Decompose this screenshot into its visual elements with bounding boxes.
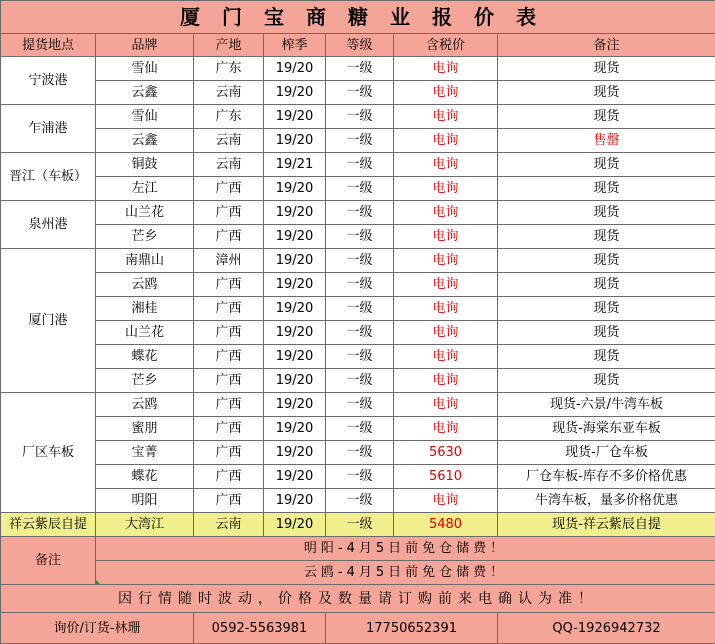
- table-row: [1, 225, 715, 249]
- table-row: [1, 513, 715, 537]
- table-row: [1, 417, 715, 441]
- table-row: [1, 129, 715, 153]
- note-cell: 现货: [498, 57, 715, 81]
- note-cell: 现货: [498, 249, 715, 273]
- note-cell: 现货: [498, 321, 715, 345]
- note-cell: 现货: [498, 297, 715, 321]
- grade-cell: 一级: [326, 417, 394, 441]
- disclaimer-row: [1, 585, 715, 613]
- price-cell: 电询: [394, 105, 498, 129]
- header-grade: 等级: [326, 34, 394, 57]
- contact-row: [1, 613, 715, 644]
- note-cell: 现货-祥云紫辰自提: [498, 513, 715, 537]
- grade-cell: 一级: [326, 465, 394, 489]
- grade-cell: 一级: [326, 345, 394, 369]
- brand-cell: 大湾江: [96, 513, 194, 537]
- grade-cell: 一级: [326, 225, 394, 249]
- grade-cell: 一级: [326, 321, 394, 345]
- grade-cell: 一级: [326, 297, 394, 321]
- price-cell: 5610: [394, 465, 498, 489]
- cell-comment-marker-icon: [96, 579, 101, 584]
- price-cell: 电询: [394, 225, 498, 249]
- table-row: [1, 105, 715, 129]
- location-cell: 泉州港: [1, 201, 96, 249]
- brand-cell: 芒乡: [96, 225, 194, 249]
- brand-cell: 明阳: [96, 489, 194, 513]
- table-row: [1, 177, 715, 201]
- season-cell: 19/20: [264, 273, 326, 297]
- origin-cell: 广西: [194, 297, 264, 321]
- brand-cell: 南鼎山: [96, 249, 194, 273]
- season-cell: 19/20: [264, 513, 326, 537]
- grade-cell: 一级: [326, 441, 394, 465]
- origin-cell: 广西: [194, 417, 264, 441]
- price-cell: 电询: [394, 201, 498, 225]
- brand-cell: 左江: [96, 177, 194, 201]
- page-title: 厦门宝商糖业报价表: [1, 1, 715, 34]
- price-cell: 电询: [394, 177, 498, 201]
- brand-cell: 宝菁: [96, 441, 194, 465]
- header-origin: 产地: [194, 34, 264, 57]
- origin-cell: 云南: [194, 81, 264, 105]
- location-cell: 厂区车板: [1, 393, 96, 513]
- price-cell: 电询: [394, 321, 498, 345]
- table-row: [1, 153, 715, 177]
- location-cell: 祥云紫辰自提: [1, 513, 96, 537]
- table-row: [1, 201, 715, 225]
- season-cell: 19/20: [264, 297, 326, 321]
- note-cell: 现货-海棠东亚车板: [498, 417, 715, 441]
- season-cell: 19/20: [264, 417, 326, 441]
- origin-cell: 广西: [194, 345, 264, 369]
- price-cell: 电询: [394, 57, 498, 81]
- season-cell: 19/20: [264, 129, 326, 153]
- origin-cell: 云南: [194, 513, 264, 537]
- price-cell: 电询: [394, 81, 498, 105]
- table-row: [1, 321, 715, 345]
- origin-cell: 广西: [194, 273, 264, 297]
- note-cell: 牛湾车板，量多价格优惠: [498, 489, 715, 513]
- grade-cell: 一级: [326, 177, 394, 201]
- note-cell: 现货: [498, 225, 715, 249]
- table-row: [1, 369, 715, 393]
- brand-cell: 山兰花: [96, 201, 194, 225]
- price-cell: 电询: [394, 129, 498, 153]
- origin-cell: 广西: [194, 201, 264, 225]
- table-row: [1, 273, 715, 297]
- season-cell: 19/20: [264, 201, 326, 225]
- location-cell: 晋江（车板）: [1, 153, 96, 201]
- note-line: [96, 561, 715, 585]
- grade-cell: 一级: [326, 393, 394, 417]
- origin-cell: 广东: [194, 57, 264, 81]
- brand-cell: 雪仙: [96, 105, 194, 129]
- origin-cell: 广东: [194, 105, 264, 129]
- table-row: [1, 345, 715, 369]
- origin-cell: 广西: [194, 321, 264, 345]
- price-cell: 电询: [394, 417, 498, 441]
- note-cell: 现货-六景/牛湾车板: [498, 393, 715, 417]
- price-cell: 电询: [394, 153, 498, 177]
- grade-cell: 一级: [326, 57, 394, 81]
- brand-cell: 云鸥: [96, 273, 194, 297]
- note-cell: 厂仓车板-库存不多价格优惠: [498, 465, 715, 489]
- contact-mobile: 17750652391: [326, 613, 498, 644]
- brand-cell: 山兰花: [96, 321, 194, 345]
- note-row: [1, 537, 715, 561]
- table-row: [1, 393, 715, 417]
- season-cell: 19/20: [264, 441, 326, 465]
- notes-label: 备注: [1, 537, 96, 585]
- origin-cell: 云南: [194, 153, 264, 177]
- season-cell: 19/20: [264, 81, 326, 105]
- note-cell: 现货: [498, 369, 715, 393]
- brand-cell: 芒乡: [96, 369, 194, 393]
- season-cell: 19/20: [264, 105, 326, 129]
- table-row: [1, 297, 715, 321]
- table-row: [1, 441, 715, 465]
- season-cell: 19/20: [264, 225, 326, 249]
- price-cell: 5630: [394, 441, 498, 465]
- note-cell: 现货: [498, 345, 715, 369]
- header-row: [1, 34, 715, 57]
- brand-cell: 云鑫: [96, 129, 194, 153]
- price-cell: 5480: [394, 513, 498, 537]
- brand-cell: 蝶花: [96, 465, 194, 489]
- table-row: [1, 81, 715, 105]
- brand-cell: 铜鼓: [96, 153, 194, 177]
- header-price: 含税价: [394, 34, 498, 57]
- table-row: [1, 249, 715, 273]
- season-cell: 19/20: [264, 249, 326, 273]
- table-row: [1, 489, 715, 513]
- origin-cell: 广西: [194, 441, 264, 465]
- note-cell: 现货: [498, 177, 715, 201]
- brand-cell: 蝶花: [96, 345, 194, 369]
- location-cell: 厦门港: [1, 249, 96, 393]
- origin-cell: 广西: [194, 465, 264, 489]
- brand-cell: 云鸥: [96, 393, 194, 417]
- contact-qq: QQ-1926942732: [498, 613, 715, 644]
- note-line-text: 云鸥-4月5日前免仓储费！: [303, 565, 508, 580]
- grade-cell: 一级: [326, 81, 394, 105]
- season-cell: 19/20: [264, 369, 326, 393]
- note-cell: 现货-厂仓车板: [498, 441, 715, 465]
- note-cell: 现货: [498, 273, 715, 297]
- note-line: [96, 537, 715, 561]
- header-location: 提货地点: [1, 34, 96, 57]
- grade-cell: 一级: [326, 273, 394, 297]
- disclaimer-text: 因行情随时波动，价格及数量请订购前来电确认为准！: [1, 585, 715, 613]
- table-row: [1, 57, 715, 81]
- note-cell: 现货: [498, 105, 715, 129]
- grade-cell: 一级: [326, 153, 394, 177]
- price-cell: 电询: [394, 273, 498, 297]
- price-cell: 电询: [394, 393, 498, 417]
- grade-cell: 一级: [326, 249, 394, 273]
- header-note: 备注: [498, 34, 715, 57]
- origin-cell: 广西: [194, 369, 264, 393]
- location-cell: 乍浦港: [1, 105, 96, 153]
- note-row: [1, 561, 715, 585]
- season-cell: 19/21: [264, 153, 326, 177]
- note-line-text: 明阳-4月5日前免仓储费！: [303, 541, 508, 556]
- season-cell: 19/20: [264, 57, 326, 81]
- contact-phone: 0592-5563981: [194, 613, 326, 644]
- brand-cell: 蜜朋: [96, 417, 194, 441]
- note-cell: 现货: [498, 81, 715, 105]
- origin-cell: 广西: [194, 489, 264, 513]
- grade-cell: 一级: [326, 105, 394, 129]
- season-cell: 19/20: [264, 345, 326, 369]
- location-cell: 宁波港: [1, 57, 96, 105]
- price-cell: 电询: [394, 369, 498, 393]
- note-cell: 现货: [498, 153, 715, 177]
- grade-cell: 一级: [326, 489, 394, 513]
- season-cell: 19/20: [264, 177, 326, 201]
- origin-cell: 广西: [194, 393, 264, 417]
- grade-cell: 一级: [326, 201, 394, 225]
- grade-cell: 一级: [326, 369, 394, 393]
- note-cell: 售罄: [498, 129, 715, 153]
- note-cell: 现货: [498, 201, 715, 225]
- contact-label: 询价/订货-林珊: [1, 613, 194, 644]
- season-cell: 19/20: [264, 393, 326, 417]
- origin-cell: 漳州: [194, 249, 264, 273]
- origin-cell: 广西: [194, 225, 264, 249]
- price-cell: 电询: [394, 489, 498, 513]
- header-season: 榨季: [264, 34, 326, 57]
- season-cell: 19/20: [264, 321, 326, 345]
- season-cell: 19/20: [264, 465, 326, 489]
- table-row: [1, 465, 715, 489]
- price-cell: 电询: [394, 345, 498, 369]
- price-cell: 电询: [394, 297, 498, 321]
- grade-cell: 一级: [326, 129, 394, 153]
- grade-cell: 一级: [326, 513, 394, 537]
- brand-cell: 云鑫: [96, 81, 194, 105]
- price-cell: 电询: [394, 249, 498, 273]
- header-brand: 品牌: [96, 34, 194, 57]
- brand-cell: 湘桂: [96, 297, 194, 321]
- brand-cell: 雪仙: [96, 57, 194, 81]
- origin-cell: 云南: [194, 129, 264, 153]
- origin-cell: 广西: [194, 177, 264, 201]
- season-cell: 19/20: [264, 489, 326, 513]
